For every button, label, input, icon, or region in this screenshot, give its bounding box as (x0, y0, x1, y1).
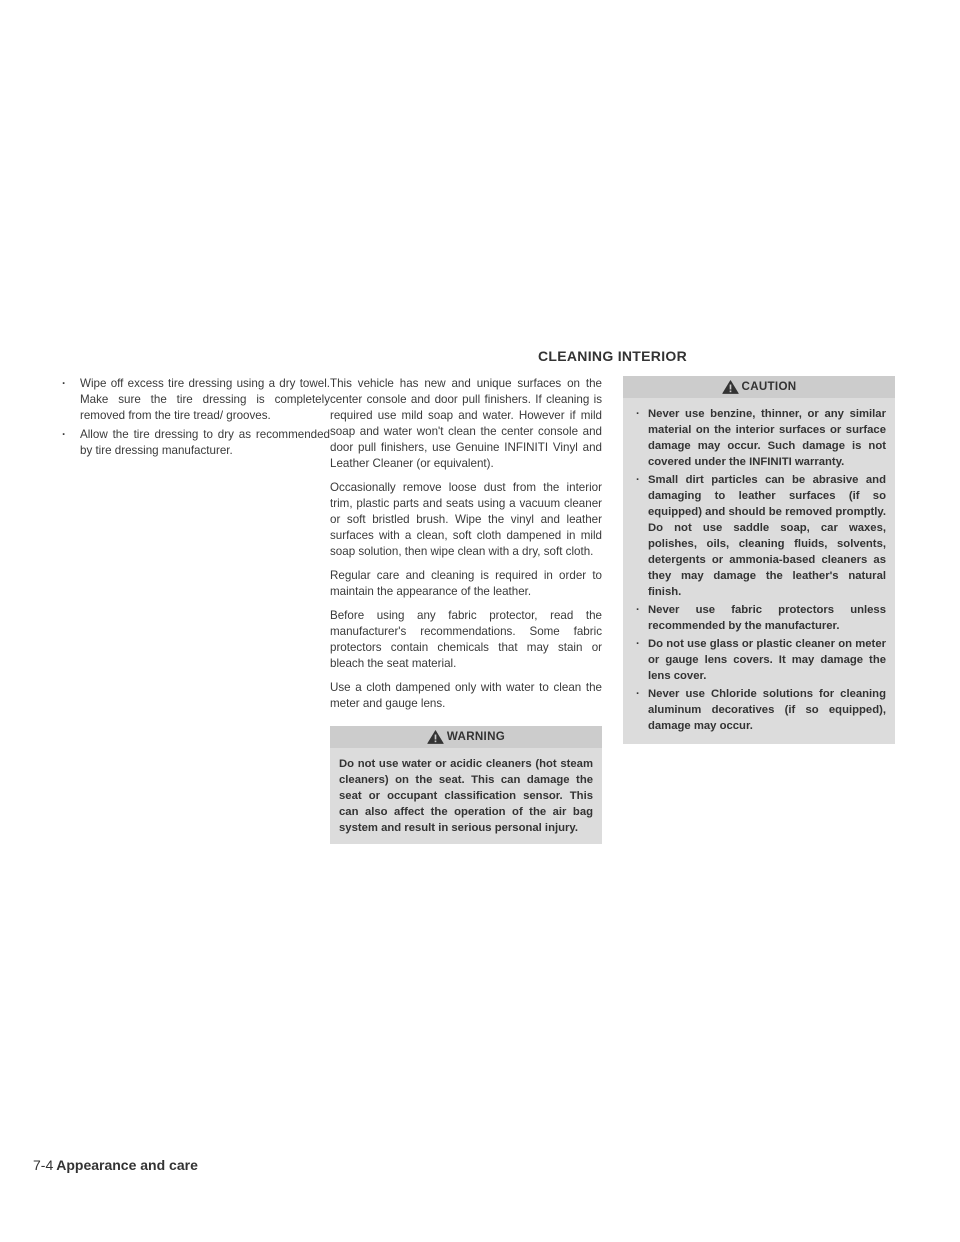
caution-title: CAUTION (741, 380, 797, 393)
list-item: · Never use fabric protectors unless recommended by the manufacturer. (632, 602, 886, 634)
warning-header (330, 726, 602, 748)
footer-section-name: Appearance and care (56, 1157, 198, 1173)
list-item: · Wipe off excess tire dressing using a dry towel. Make sure the tire dressing is completely removed from the tire tread/ grooves. (58, 376, 330, 424)
list-item: · Never use benzine, thinner, or any similar material on the interior surfaces or surface damage may occur. Such damage is not covered under the INFINITI warranty. (632, 406, 886, 470)
warning-box (330, 726, 602, 844)
page-footer (33, 1157, 198, 1173)
warning-title: WARNING (446, 730, 506, 743)
list-item: · Allow the tire dressing to dry as recommended by tire dressing manufacturer. (58, 427, 330, 459)
caution-header (623, 376, 895, 398)
caution-list (632, 406, 886, 734)
middle-column (330, 376, 602, 844)
caution-box (623, 376, 895, 744)
list-item: · Do not use glass or plastic cleaner on meter or gauge lens covers. It may damage the lens cover. (632, 636, 886, 684)
paragraph: Occasionally remove loose dust from the interior trim, plastic parts and seats using a vacuum cleaner or soft bristled brush. Wipe the vinyl and leather surfaces with a clean, soft cloth dampened in mild soap solution, then wipe clean with a dry, soft cloth. (330, 481, 602, 558)
warning-triangle-icon (427, 730, 444, 744)
caution-body (623, 398, 895, 744)
warning-text: Do not use water or acidic cleaners (hot steam cleaners) on the seat. This can damage the seat or occupant classification sensor. This can also affect the operation of the air bag system and result in serious personal injury. (339, 758, 593, 834)
list-item: · Small dirt particles can be abrasive and damaging to leather surfaces (if so equipped) and should be removed promptly. Do not use saddle soap, car waxes, polishes, oils, cleaning fluids, solvents, detergents or ammonia-based cleaners as they may damage the leather's natural finish. (632, 472, 886, 600)
page-number: 7-4 (33, 1157, 54, 1173)
list-item: · Never use Chloride solutions for cleaning aluminum decoratives (if so equipped), damage may occur. (632, 686, 886, 734)
paragraph: Use a cloth dampened only with water to clean the meter and gauge lens. (330, 681, 602, 710)
paragraph: This vehicle has new and unique surfaces on the center console and door pull finishers. If cleaning is required use mild soap and water. However if mild soap and water won't clean the center console and door pull finishers, use Genuine INFINITI Vinyl and Leather Cleaner (or equivalent). (330, 377, 602, 470)
left-column (58, 376, 330, 462)
caution-triangle-icon (722, 380, 739, 394)
warning-body (330, 748, 602, 844)
tire-dressing-list (58, 376, 330, 459)
section-title: CLEANING INTERIOR (538, 348, 687, 364)
paragraph: Before using any fabric protector, read the manufacturer's recommendations. Some fabric protectors contain chemicals that may stain or bleach the seat material. (330, 609, 602, 670)
right-column (623, 376, 895, 744)
paragraph: Regular care and cleaning is required in order to maintain the appearance of the leather. (330, 569, 602, 598)
